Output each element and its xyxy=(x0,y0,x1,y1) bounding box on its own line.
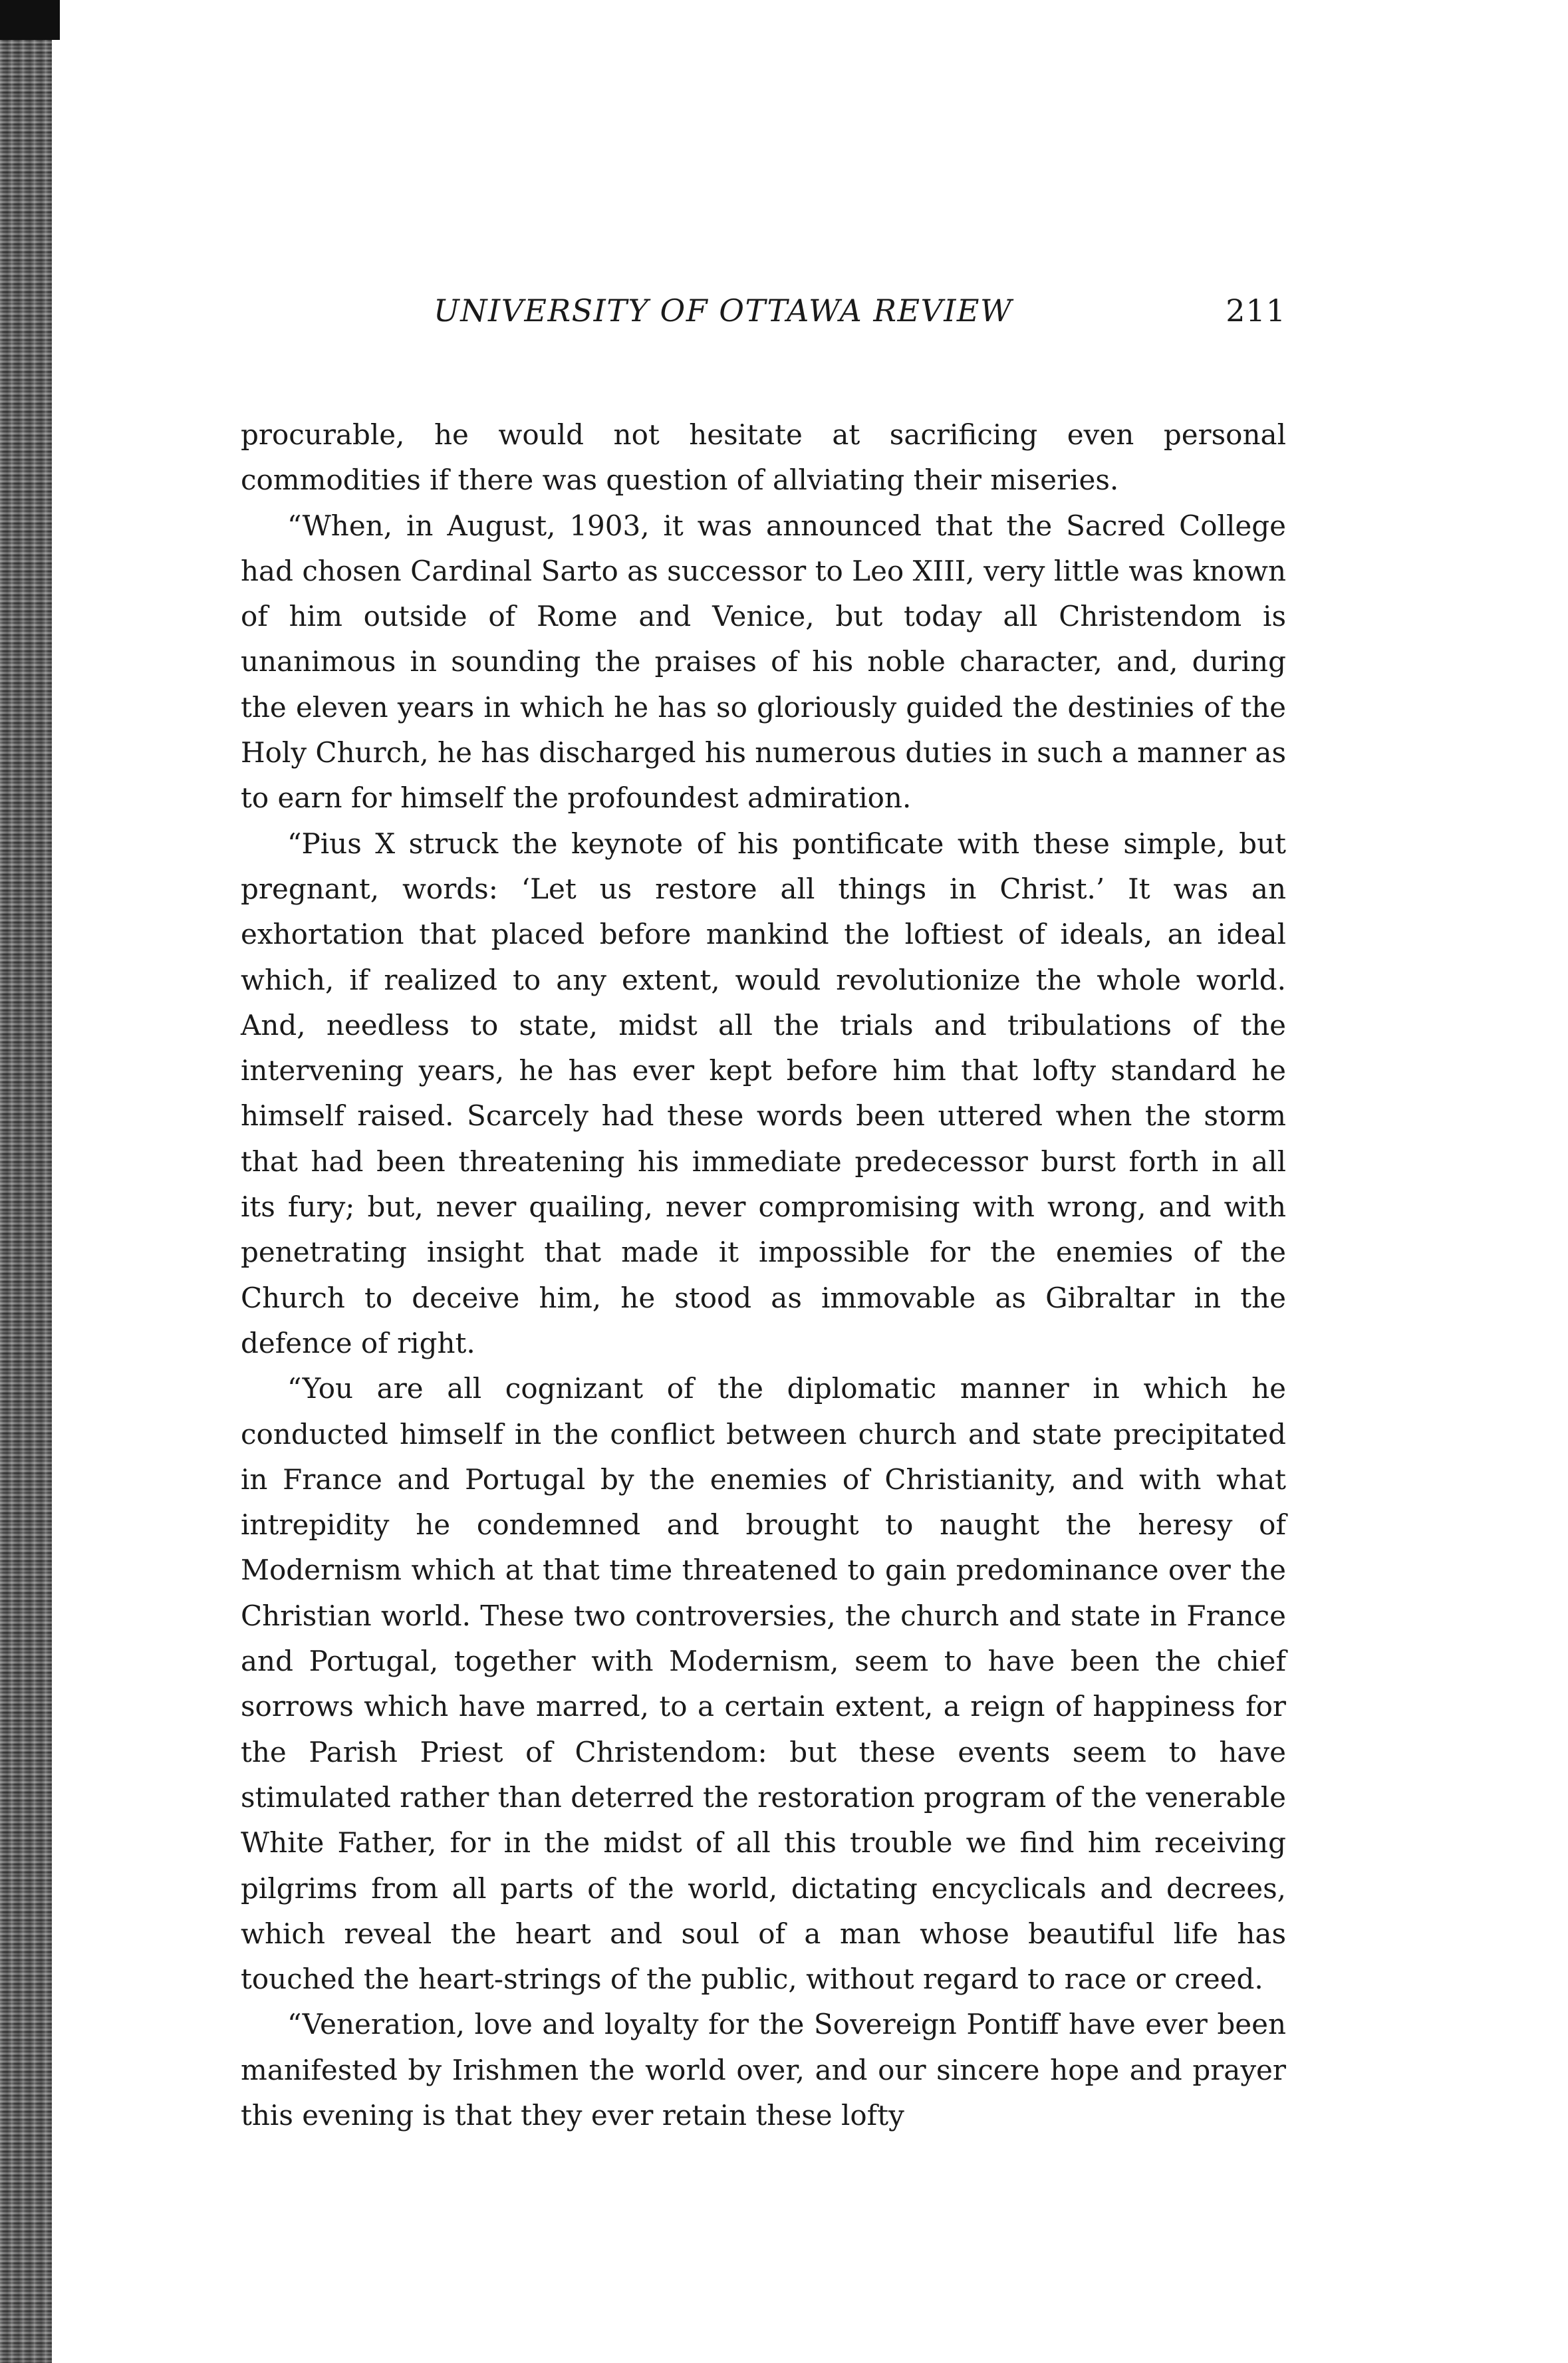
document-page xyxy=(241,293,1286,2138)
journal-title: UNIVERSITY OF OTTAWA REVIEW xyxy=(434,293,1013,329)
paragraph: “You are all cognizant of the diplomatic manner in which he conducted himself in the conflict between church and state precipitated in France and Portugal by the enemies of Christianity, and with what intrepidity he condemned and brought to naught the heresy of Modernism which at that time threatened to gain predominance over the Christian world. These two controversies, the church and state in France and Portugal, together with Modernism, seem to have been the chief sorrows which have marred, to a certain extent, a reign of happiness for the Parish Priest of Christendom: but these events seem to have stimulated rather than deterred the restoration program of the venerable White Father, for in the midst of all this trouble we find him receiving pilgrims from all parts of the world, dictating encyclicals and decrees, which reveal the heart and soul of a man whose beautiful life has touched the heart-strings of the public, without regard to race or creed. xyxy=(241,1372,1286,1996)
paragraph: “Veneration, love and loyalty for the Sovereign Pontiff have ever been manifested by Irishmen the world over, and our sincere hope and prayer this evening is that they ever retain these lofty xyxy=(241,2008,1286,2132)
binding-corner-mark xyxy=(0,0,60,40)
body-text xyxy=(241,412,1286,2138)
paragraph: procurable, he would not hesitate at sacrificing even personal commodities if there was question of allviating their miseries. xyxy=(241,418,1286,497)
running-header xyxy=(241,293,1286,339)
page-number: 211 xyxy=(1226,293,1286,329)
paragraph: “Pius X struck the keynote of his pontificate with these simple, but pregnant, words: ‘Let us restore all things in Christ.’ It was an exhortation that placed before mankind the loftiest of ideals, an ideal which, if realized to any extent, would revolutionize the whole world. And, needless to state, midst all the trials and tribulations of the intervening years, he has ever kept before him that lofty standard he himself raised. Scarcely had these words been uttered when the storm that had been threatening his immediate predecessor burst forth in all its fury; but, never quailing, never compromising with wrong, and with penetrating insight that made it impossible for the enemies of the Church to deceive him, he stood as immovable as Gibraltar in the defence of right. xyxy=(241,827,1286,1359)
page-binding-edge xyxy=(0,0,52,2363)
paragraph: “When, in August, 1903, it was announced that the Sacred College had chosen Cardinal Sarto as successor to Leo XIII, very little was known of him outside of Rome and Venice, but today all Christendom is unanimous in sounding the praises of his noble character, and, during the eleven years in which he has so gloriously guided the destinies of the Holy Church, he has discharged his numerous duties in such a manner as to earn for himself the profoundest admiration. xyxy=(241,509,1286,815)
